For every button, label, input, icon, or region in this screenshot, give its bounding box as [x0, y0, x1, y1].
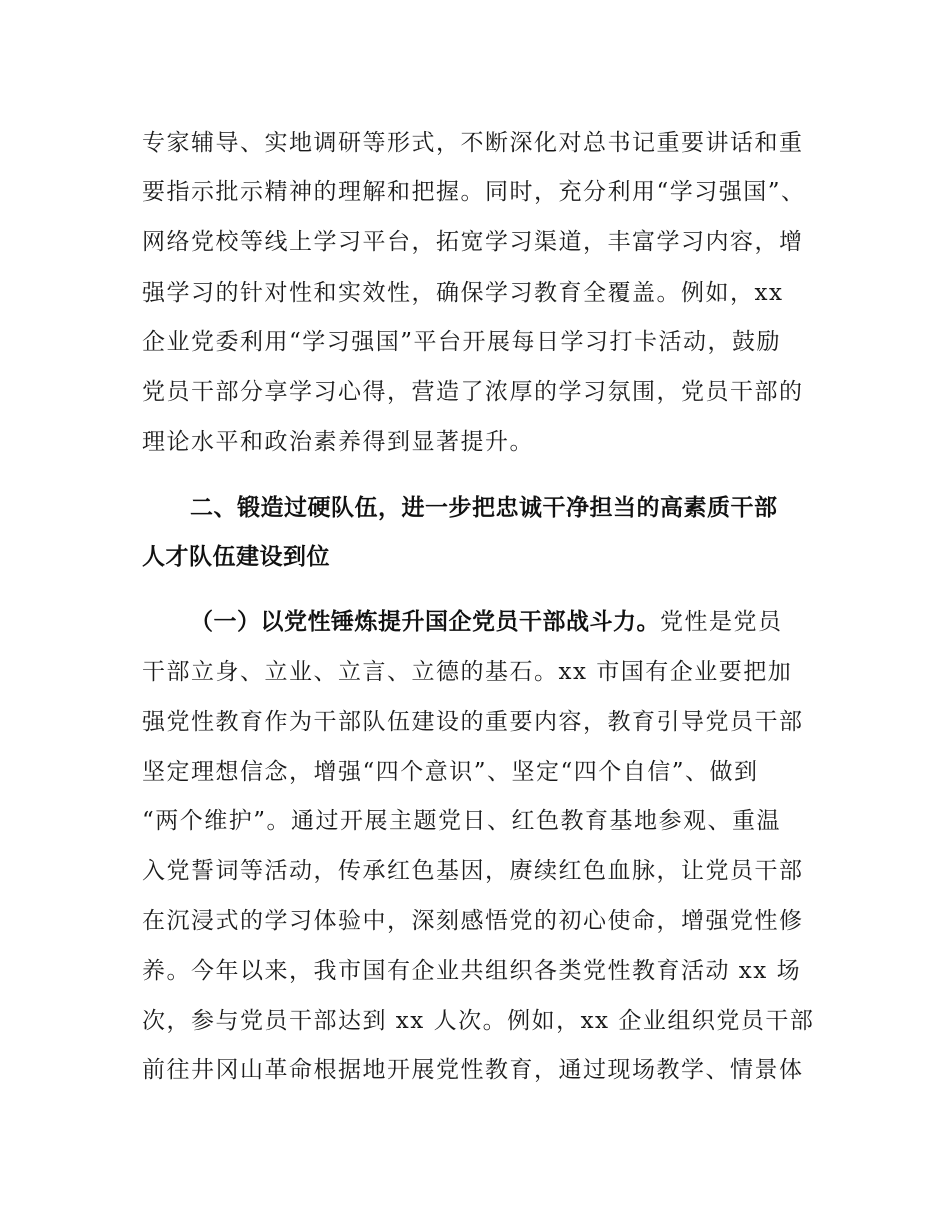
paragraph-2-line-8: 养。今年以来，我市国有企业共组织各类党性教育活动 xx 场 [142, 958, 802, 984]
section-heading-line-1: 二、锻造过硬队伍，进一步把忠诚干净担当的高素质干部 [190, 495, 778, 521]
paragraph-2-line-2: 干部立身、立业、立言、立德的基石。xx 市国有企业要把加 [142, 659, 793, 685]
paragraph-1-line-2: 要指示批示精神的理解和把握。同时，充分利用“学习强国”、 [142, 179, 806, 205]
paragraph-1-line-1: 专家辅导、实地调研等形式，不断深化对总书记重要讲话和重 [142, 130, 804, 156]
paragraph-1-line-3: 网络党校等线上学习平台，拓宽学习渠道，丰富学习内容，增 [142, 229, 804, 255]
paragraph-1-line-4: 强学习的针对性和实效性，确保学习教育全覆盖。例如，xx [142, 280, 784, 306]
paragraph-2-line-7: 在沉浸式的学习体验中，深刻感悟党的初心使命，增强党性修 [142, 908, 804, 934]
subsection-heading: （一）以党性锤炼提升国企党员干部战斗力。 [190, 609, 660, 635]
paragraph-2-line-3: 强党性教育作为干部队伍建设的重要内容，教育引导党员干部 [142, 709, 804, 735]
paragraph-2-line-5: “两个维护”。通过开展主题党日、红色教育基地参观、重温 [142, 808, 782, 834]
paragraph-2-line-4: 坚定理想信念，增强“四个意识”、坚定“四个自信”、做到 [142, 759, 759, 785]
paragraph-2-line-1 [190, 607, 783, 637]
section-heading-line-2: 人才队伍建设到位 [142, 544, 330, 570]
paragraph-1-line-7: 理论水平和政治素养得到显著提升。 [142, 429, 534, 455]
paragraph-2-first-line-text: 党性是党员 [660, 609, 783, 635]
paragraph-2-line-9: 次，参与党员干部达到 xx 人次。例如，xx 企业组织党员干部 [142, 1008, 815, 1034]
paragraph-1-line-5: 企业党委利用“学习强国”平台开展每日学习打卡活动，鼓励 [142, 329, 782, 355]
paragraph-1-line-6: 党员干部分享学习心得，营造了浓厚的学习氛围，党员干部的 [142, 379, 804, 405]
paragraph-2-line-6: 入党誓词等活动，传承红色基因，赓续红色血脉，让党员干部 [142, 858, 804, 884]
paragraph-2-line-10: 前往井冈山革命根据地开展党性教育，通过现场教学、情景体 [142, 1057, 804, 1083]
